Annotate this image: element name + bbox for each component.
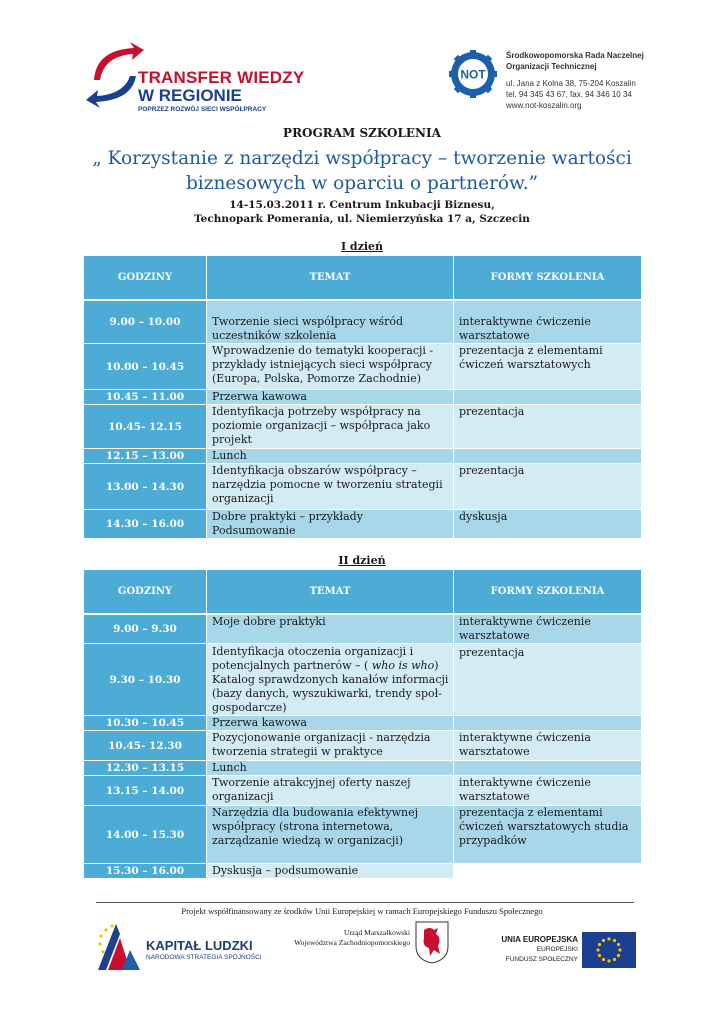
day2-schedule-table — [83, 569, 642, 879]
table-row — [84, 731, 642, 761]
tw-logo-line1: TRANSFER WIEDZY — [138, 68, 305, 87]
eu-star-icon — [613, 939, 616, 942]
tw-logo-line3: POPRZEZ ROZWÓJ SIECI WSPÓŁPRACY — [138, 106, 267, 113]
eu-star-icon — [598, 954, 601, 957]
table-row — [84, 300, 642, 344]
eu-star-icon — [602, 939, 605, 942]
table-row — [84, 761, 642, 776]
row-time: 12.30 – 13.15 — [84, 761, 207, 776]
row-form — [454, 761, 642, 776]
row-topic: Przerwa kawowa — [207, 716, 454, 731]
row-form — [454, 390, 642, 405]
kapital-ludzki-emblem-icon — [94, 920, 144, 976]
table-row — [84, 390, 642, 405]
row-time: 9.00 – 10.00 — [84, 300, 207, 344]
training-title — [90, 146, 634, 196]
col-hours-header: GODZINY — [84, 256, 207, 300]
not-mark: NOT — [460, 67, 486, 82]
row-time: 14.00 – 15.30 — [84, 806, 207, 864]
row-topic: Identyfikacja otoczenia organizacji i potencjalnych partnerów – ( who is who) Katalog sprawdzonych kanałów informacji (bazy danych, wyszukiwarki, trendy społ-gospodarcze) — [207, 644, 454, 716]
arrows-icon — [86, 40, 146, 110]
eu-star-icon — [598, 943, 601, 946]
table-header-row — [84, 570, 642, 614]
eu-star-icon — [617, 954, 620, 957]
col-topic-header: TEMAT — [207, 570, 454, 614]
eu-flag — [582, 932, 636, 968]
row-topic: Pozycjonowanie organizacji - narzędzia tworzenia strategii w praktyce — [207, 731, 454, 761]
tw-logo-line2: W REGIONIE — [138, 86, 242, 105]
row-time: 10.00 – 10.45 — [84, 344, 207, 390]
col-form-header: FORMY SZKOLENIA — [454, 570, 642, 614]
date-venue — [0, 199, 724, 226]
row-topic: Przerwa kawowa — [207, 390, 454, 405]
kl-title: KAPITAŁ LUDZKI — [146, 938, 253, 953]
eu-star-icon — [607, 959, 610, 962]
table-row — [84, 776, 642, 806]
not-address: ul. Jana z Kolna 38, 75-204 Koszalin — [506, 79, 636, 88]
kl-subtitle: NARODOWA STRATEGIA SPÓJNOŚCI — [146, 954, 262, 961]
not-web: www.not-koszalin.org — [506, 101, 582, 110]
table-row — [84, 806, 642, 864]
row-topic: Tworzenie atrakcyjnej oferty naszej organizacji — [207, 776, 454, 806]
row-topic: Moje dobre praktyki — [207, 614, 454, 644]
table-row — [84, 510, 642, 539]
eu-star-icon — [596, 948, 599, 951]
row-form — [454, 449, 642, 464]
row-form — [454, 716, 642, 731]
row-form: interaktywne ćwiczenie warsztatowe — [454, 300, 642, 344]
ue-line3: FUNDUSZ SPOŁECZNY — [505, 956, 578, 963]
row-form: prezentacja — [454, 405, 642, 449]
row-topic: Identyfikacja potrzeby współpracy na poziomie organizacji – współpraca jako projekt — [207, 405, 454, 449]
col-hours-header: GODZINY — [84, 570, 207, 614]
table-row — [84, 344, 642, 390]
row-form — [454, 864, 642, 879]
row-form: prezentacja — [454, 464, 642, 510]
program-heading: PROGRAM SZKOLENIA — [283, 126, 441, 140]
table-row — [84, 716, 642, 731]
row-time: 9.30 – 10.30 — [84, 644, 207, 716]
eu-star-icon — [613, 958, 616, 961]
row-form: prezentacja z elementami ćwiczeń warsztatowych — [454, 344, 642, 390]
not-phone: tel. 94 345 43 67, fax. 94 346 10 34 — [506, 90, 632, 99]
day1-heading: I dzień — [340, 240, 384, 253]
row-form: interaktywne ćwiczenie warsztatowe — [454, 776, 642, 806]
row-topic: Narzędzia dla budowania efektywnej współpracy (strona internetowa, zarządzanie wiedzą w organizacji) — [207, 806, 454, 864]
row-form: interaktywne ćwiczenie warsztatowe — [454, 614, 642, 644]
col-form-header: FORMY SZKOLENIA — [454, 256, 642, 300]
um-line2: Województwa Zachodniopomorskiego — [294, 938, 410, 947]
row-form: prezentacja — [454, 644, 642, 716]
um-line1: Urząd Marszałkowski — [343, 928, 410, 937]
gear-icon — [449, 50, 497, 98]
griffin-crest — [414, 920, 450, 964]
eu-star-icon — [617, 943, 620, 946]
row-time: 14.30 – 16.00 — [84, 510, 207, 539]
col-topic-header: TEMAT — [207, 256, 454, 300]
row-topic: Dyskusja – podsumowanie — [207, 864, 454, 879]
venue-line: Technopark Pomerania, ul. Niemierzyńska 17 a, Szczecin — [194, 212, 530, 225]
row-topic: Identyfikacja obszarów współpracy – narzędzia pomocne w tworzeniu strategii organizacji — [207, 464, 454, 510]
row-time: 10.45- 12.30 — [84, 731, 207, 761]
not-logo — [449, 50, 497, 98]
row-topic: Lunch — [207, 761, 454, 776]
row-topic: Lunch — [207, 449, 454, 464]
ue-line1: UNIA EUROPEJSKA — [501, 935, 578, 944]
not-org-line1: Środkowopomorska Rada Naczelnej — [506, 51, 644, 60]
row-time: 12.15 – 13.00 — [84, 449, 207, 464]
eu-star-icon — [618, 948, 621, 951]
row-time: 13.00 – 14.30 — [84, 464, 207, 510]
date-line: 14-15.03.2011 r. Centrum Inkubacji Biznesu, — [229, 199, 495, 211]
training-title-line2: biznesowych w oparciu o partnerów.” — [185, 173, 539, 194]
row-form: prezentacja z elementami ćwiczeń warsztatowych studia przypadków — [454, 806, 642, 864]
row-topic: Dobre praktyki – przykłady Podsumowanie — [207, 510, 454, 539]
marshal-office-text — [270, 928, 410, 948]
row-topic: Wprowadzenie do tematyki kooperacji - przykłady istniejących sieci współpracy (Europa, Polska, Pomorze Zachodnie) — [207, 344, 454, 390]
row-form: dyskusja — [454, 510, 642, 539]
table-header-row — [84, 256, 642, 300]
row-time: 13.15 – 14.00 — [84, 776, 207, 806]
row-topic: Tworzenie sieci współpracy wśród uczestników szkolenia — [207, 300, 454, 344]
training-title-line1: „ Korzystanie z narzędzi współpracy – tworzenie wartości — [92, 148, 632, 169]
not-org-info — [506, 50, 644, 111]
table-row — [84, 449, 642, 464]
not-org-line2: Organizacji Technicznej — [506, 62, 597, 71]
griffin-crest-icon — [414, 920, 450, 964]
funding-note: Projekt współfinansowany ze środków Unii Europejskiej w ramach Europejskiego Funduszu Społecznego — [181, 906, 543, 916]
ue-line2: EUROPEJSKI — [536, 946, 578, 953]
row-form: interaktywne ćwiczenia warsztatowe — [454, 731, 642, 761]
day2-heading: II dzień — [338, 554, 386, 567]
table-row — [84, 405, 642, 449]
row-time: 10.45 – 11.00 — [84, 390, 207, 405]
day1-schedule-table — [83, 255, 642, 539]
eu-star-icon — [602, 958, 605, 961]
row-time: 10.45- 12.15 — [84, 405, 207, 449]
table-row — [84, 464, 642, 510]
transfer-wiedzy-logo — [86, 40, 305, 120]
row-time: 10.30 – 10.45 — [84, 716, 207, 731]
eu-flag-icon — [582, 932, 636, 968]
kapital-ludzki-logo — [94, 920, 264, 978]
eu-star-icon — [607, 937, 610, 940]
row-time: 9.00 – 9.30 — [84, 614, 207, 644]
row-time: 15.30 – 16.00 — [84, 864, 207, 879]
table-row — [84, 614, 642, 644]
eu-text — [488, 935, 578, 965]
table-row — [84, 644, 642, 716]
table-row — [84, 864, 642, 879]
footer-divider — [96, 902, 634, 903]
